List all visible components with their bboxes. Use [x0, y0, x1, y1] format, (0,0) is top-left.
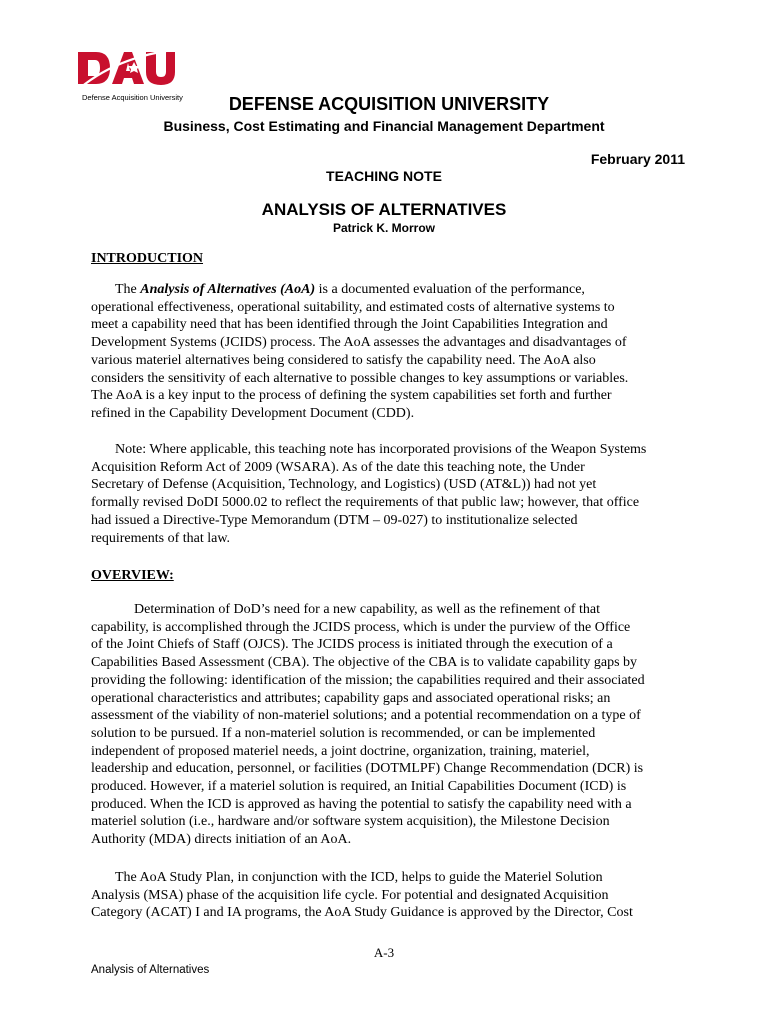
document-title: ANALYSIS OF ALTERNATIVES [261, 200, 507, 219]
text-line: solution to be pursued. If a non-materiel solution is recommended, or can be implemented [91, 725, 596, 741]
text-line: Capabilities Based Assessment (CBA). The objective of the CBA is to validate capability gaps by [91, 655, 638, 671]
text-line: operational effectiveness, operational suitability, and estimated costs of alternative systems to [91, 299, 615, 315]
text-line: Analysis (MSA) phase of the acquisition life cycle. For potential and designated Acquisition [91, 887, 609, 903]
text-line: various materiel alternatives being considered to satisfy the capability need. The AoA also [91, 352, 596, 368]
text-line: refined in the Capability Development Document (CDD). [91, 405, 415, 421]
text-line: Development Systems (JCIDS) process. The AoA assesses the advantages and disadvantages of [91, 335, 627, 351]
text-line: requirements of that law. [91, 530, 231, 546]
text-line: Note: Where applicable, this teaching note has incorporated provisions of the Weapon Systems [115, 442, 647, 457]
text-line: Category (ACAT) I and IA programs, the AoA Study Guidance is approved by the Director, Cost [91, 905, 633, 921]
university-name: DEFENSE ACQUISITION UNIVERSITY [228, 94, 550, 114]
note-type: TEACHING NOTE [326, 168, 442, 184]
text-line: formally revised DoDI 5000.02 to reflect the requirements of that public law; however, that office [91, 495, 640, 511]
text-line: Secretary of Defense (Acquisition, Technology, and Logistics) (USD (AT&L)) had not yet [91, 477, 597, 493]
text-line: capability, is accomplished through the JCIDS process, which is under the purview of the Office [91, 619, 631, 635]
overview-heading: OVERVIEW: [91, 568, 174, 583]
aoa-term: Analysis of Alternatives (AoA) [140, 282, 316, 297]
text-line: Acquisition Reform Act of 2009 (WSARA). As of the date this teaching note, the Under [91, 459, 585, 475]
text-line: The AoA Study Plan, in conjunction with the ICD, helps to guide the Materiel Solution [115, 870, 603, 885]
page-number: A-3 [373, 945, 395, 960]
author-name: Patrick K. Morrow [332, 221, 436, 235]
introduction-paragraph-2 [91, 441, 686, 547]
department-name: Business, Cost Estimating and Financial Management Department [163, 118, 605, 134]
overview-paragraph-1 [91, 601, 686, 849]
text-line: independent of proposed materiel needs, a joint doctrine, organization, training, materiel, [91, 743, 590, 759]
logo-caption: Defense Acquisition University [82, 93, 183, 102]
text-line: Authority (MDA) directs initiation of an AoA. [91, 832, 352, 848]
introduction-paragraph-1: The Analysis of Alternatives (AoA) is a documented evaluation of the performance, operational effectiveness, operational suitability, and estimated costs of alternative systems to meet a capability need that has been identified through the Joint Capabilities Integration and Development Systems (JCIDS) process. The AoA assesses the advantages and disadvantages of various materiel alternatives being considered to satisfy the capability need. The AoA also considers the sensitivity of each alternative to possible changes to key assumptions or variables. The AoA is a key input to the process of defining the system capabilities set forth and further refined in the Capability Development Document (CDD). [91, 281, 686, 423]
overview-paragraph-2 [91, 869, 686, 922]
text-line: produced. However, if a materiel solution is required, an Initial Capabilities Document (ICD) is [91, 779, 627, 795]
text-line: considers the sensitivity of each alternative to possible changes to key assumptions or variables. [91, 370, 629, 386]
introduction-heading: INTRODUCTION [91, 251, 204, 266]
text-line: leadership and education, personnel, or facilities (DOTMLPF) Change Recommendation (DCR) is [91, 761, 644, 777]
text-line: of the Joint Chiefs of Staff (OJCS). The JCIDS process is initiated through the execution of a [91, 637, 613, 653]
running-footer: Analysis of Alternatives [91, 964, 210, 976]
text-line: had issued a Directive-Type Memorandum (DTM – 09-027) to institutionalize selected [91, 512, 578, 528]
document-date: February 2011 [590, 151, 685, 167]
text-line: meet a capability need that has been identified through the Joint Capabilities Integration and [91, 317, 608, 333]
text-line: Determination of DoD’s need for a new capability, as well as the refinement of that [134, 602, 600, 617]
text-line: operational characteristics and attributes; capability gaps and associated operational risks; an [91, 690, 611, 706]
text-line: materiel solution (i.e., hardware and/or software system acquisition), the Milestone Decision [91, 814, 610, 830]
text-line: assessment of the viability of non-materiel solutions; and a potential recommendation on a type of [91, 708, 641, 724]
text-line: The AoA is a key input to the process of defining the system capabilities set forth and further [91, 388, 612, 404]
text-line: providing the following: identification of the mission; the capabilities required and their associated [91, 672, 645, 688]
text-line: produced. When the ICD is approved as having the potential to satisfy the capability need with a [91, 796, 632, 812]
